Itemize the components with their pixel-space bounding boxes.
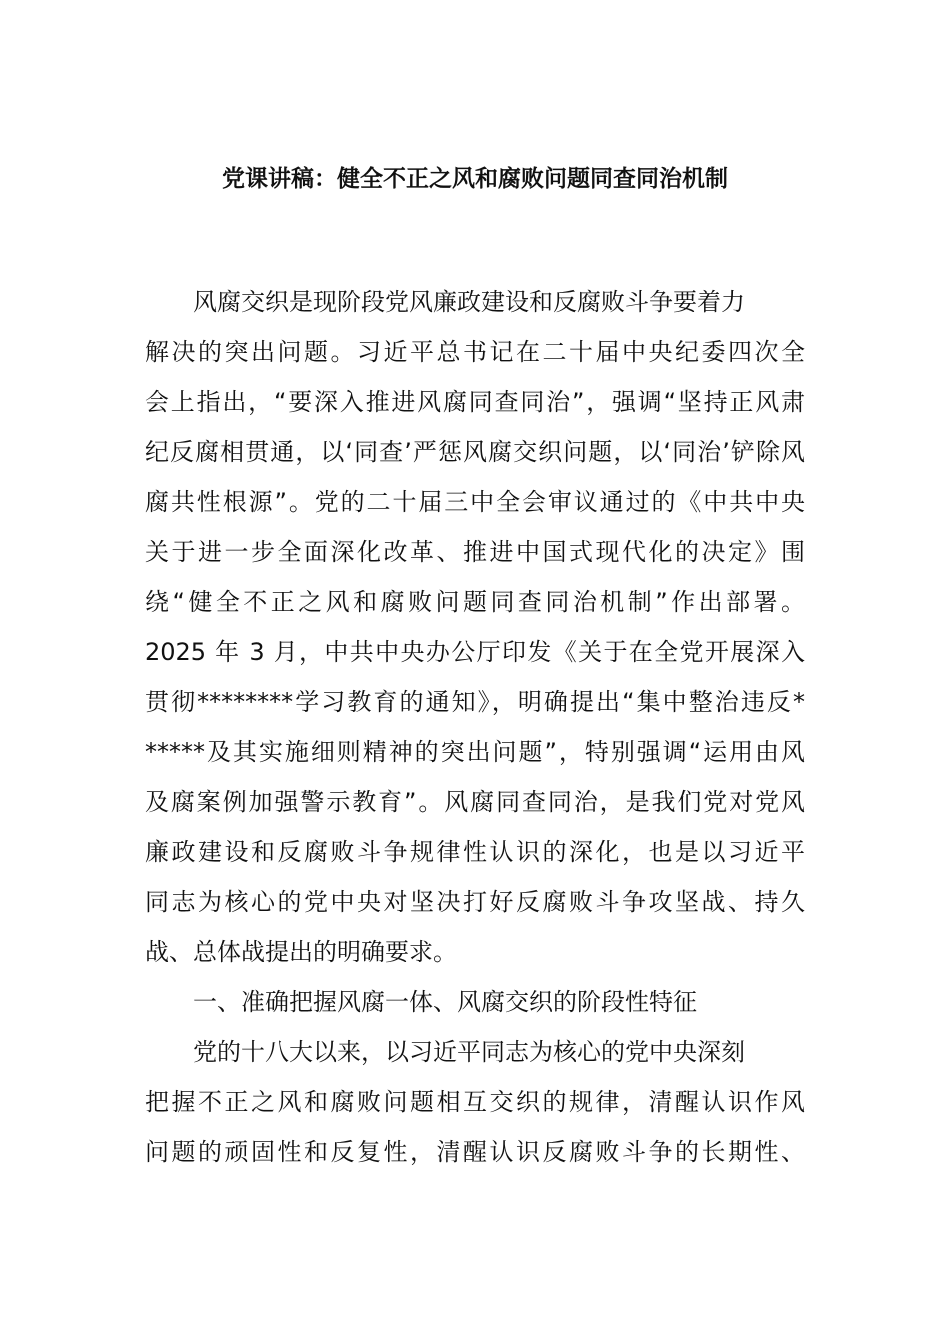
paragraph-line: 廉政建设和反腐败斗争规律性认识的深化，也是以习近平	[145, 838, 805, 866]
paragraph-line: 会上指出，“要深入推进风腐同查同治”，强调“坚持正风肃	[145, 388, 805, 416]
paragraph-line: 腐共性根源”。党的二十届三中全会审议通过的《中共中央	[145, 488, 805, 516]
paragraph-line: 贯彻********学习教育的通知》，明确提出“集中整治违反*	[145, 688, 805, 716]
paragraph-line: 风腐交织是现阶段党风廉政建设和反腐败斗争要着力	[193, 288, 745, 316]
paragraph-line: 2025 年 3 月，中共中央办公厅印发《关于在全党开展深入	[145, 638, 805, 666]
paragraph-line: 纪反腐相贯通，以‘同查’严惩风腐交织问题，以‘同治’铲除风	[145, 438, 805, 466]
section-heading: 一、准确把握风腐一体、风腐交织的阶段性特征	[193, 988, 697, 1016]
paragraph-line: 及腐案例加强警示教育”。风腐同查同治，是我们党对党风	[145, 788, 805, 816]
paragraph-line: *****及其实施细则精神的突出问题”，特别强调“运用由风	[145, 738, 805, 766]
paragraph-line: 关于进一步全面深化改革、推进中国式现代化的决定》围	[145, 538, 805, 566]
paragraph-line: 绕“健全不正之风和腐败问题同查同治机制”作出部署。	[145, 588, 805, 616]
paragraph-line: 战、总体战提出的明确要求。	[145, 938, 457, 966]
paragraph-line: 把握不正之风和腐败问题相互交织的规律，清醒认识作风	[145, 1088, 805, 1116]
document-title: 党课讲稿：健全不正之风和腐败问题同查同治机制	[222, 166, 728, 192]
paragraph-line: 解决的突出问题。习近平总书记在二十届中央纪委四次全	[145, 338, 805, 366]
paragraph-line: 党的十八大以来，以习近平同志为核心的党中央深刻	[193, 1038, 745, 1066]
paragraph-line: 问题的顽固性和反复性，清醒认识反腐败斗争的长期性、	[145, 1138, 805, 1166]
paragraph-line: 同志为核心的党中央对坚决打好反腐败斗争攻坚战、持久	[145, 888, 805, 916]
